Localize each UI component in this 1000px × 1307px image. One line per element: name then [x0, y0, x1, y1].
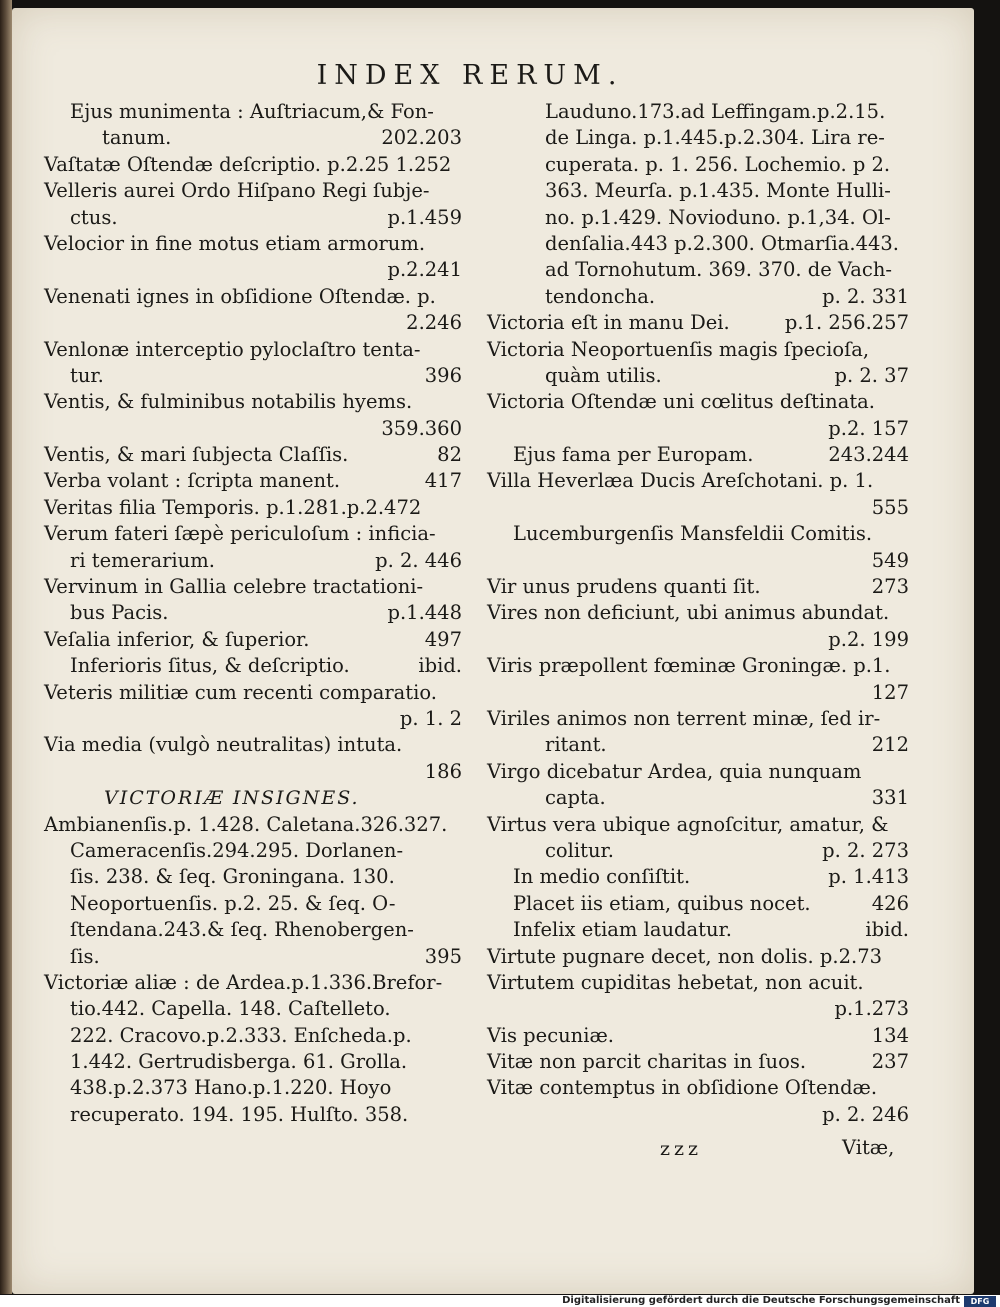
entry-text: Lucemburgenſis Mansfeldii Comitis.	[513, 522, 873, 546]
page-reference: p.1. 256.257	[784, 311, 909, 335]
entry-text: 363. Meurſa. p.1.435. Monte Hulli-	[545, 179, 891, 203]
entry-text: Verba volant : ſcripta manent.	[44, 469, 341, 493]
entry-text: colitur.	[545, 838, 614, 862]
entry-text: recuperato. 194. 195. Hulſto. 358.	[70, 1102, 409, 1126]
index-entry-line	[487, 680, 909, 706]
entry-text: Vitæ non parcit charitas in ſuos.	[487, 1050, 807, 1074]
index-entry-line	[44, 574, 462, 600]
page-reference: 212	[871, 733, 909, 757]
index-entry-line	[487, 231, 909, 257]
entry-text: Lauduno.173.ad Leffingam.p.2.15.	[545, 100, 886, 123]
page-reference: p.1.448	[387, 601, 462, 625]
entry-text: tur.	[70, 363, 104, 387]
entry-text: Virgo dicebatur Ardea, quia nunquam	[487, 759, 862, 783]
index-entry-line	[487, 812, 909, 838]
page-reference: 555	[871, 495, 909, 519]
entry-text: Ejus munimenta : Auſtriacum,& Fon-	[70, 100, 434, 123]
index-entry-line	[487, 257, 909, 283]
entry-text: Ejus fama per Europam.	[513, 443, 754, 467]
entry-text: no. p.1.429. Novioduno. p.1,34. Ol-	[545, 205, 891, 229]
entry-text: Virtute pugnare decet, non dolis. p.2.73	[487, 944, 883, 968]
entry-text: tio.442. Capella. 148. Caſtelleto.	[70, 997, 391, 1021]
page-reference: 549	[871, 548, 909, 572]
page-reference: 497	[424, 627, 462, 651]
page-reference: 395	[424, 944, 462, 968]
entry-text: Verum fateri ſæpè periculoſum : inficia-	[44, 522, 436, 546]
entry-text: Viris præpollent fœminæ Groningæ. p.1.	[487, 654, 891, 678]
entry-text: VICTORIÆ INSIGNES.	[104, 787, 360, 810]
index-entry-line	[44, 1023, 462, 1049]
entry-text: ritant.	[545, 733, 607, 757]
entry-text: Vaſtatæ Oſtendæ deſcriptio. p.2.25 1.252	[44, 152, 452, 176]
index-entry-line	[44, 838, 462, 864]
index-entry-line	[487, 205, 909, 231]
page-reference: 243.244	[828, 443, 909, 467]
index-entry-line	[44, 284, 462, 310]
index-entry-line	[44, 257, 462, 283]
index-entry-line	[44, 1075, 462, 1101]
page-reference: p. 1.413	[828, 865, 909, 889]
page-reference: p.2.241	[387, 258, 462, 282]
index-entry-line	[44, 125, 462, 151]
signature-mark: zzz	[660, 1138, 703, 1160]
index-entry-line	[487, 495, 909, 521]
page-reference: p.1.273	[834, 997, 909, 1021]
page-reference: p. 2. 273	[822, 838, 909, 862]
index-entry-line	[487, 970, 909, 996]
index-entry-line	[44, 864, 462, 890]
index-entry-line	[487, 996, 909, 1022]
index-entry-line	[487, 732, 909, 758]
index-entry-line	[44, 468, 462, 494]
page-reference: 331	[871, 786, 909, 810]
entry-text: Viriles animos non terrent minæ, ſed ir-	[487, 706, 881, 730]
entry-text: de Linga. p.1.445.p.2.304. Lira re-	[545, 126, 885, 150]
page-reference: 359.360	[381, 416, 462, 440]
entry-text: ſis.	[70, 944, 100, 968]
entry-text: Victoria eſt in manu Dei.	[487, 311, 730, 335]
index-entry-line	[487, 653, 909, 679]
index-entry-line	[44, 812, 462, 838]
page-reference: 426	[871, 891, 909, 915]
index-entry-line	[487, 416, 909, 442]
index-entry-line	[44, 178, 462, 204]
index-entry-line	[487, 944, 909, 970]
entry-text: Via media (vulgò neutralitas) intuta.	[44, 733, 403, 757]
page-reference: 186	[424, 759, 462, 783]
entry-text: bus Pacis.	[70, 601, 169, 625]
entry-text: 222. Cracovo.p.2.333. Enſcheda.p.	[70, 1023, 412, 1047]
index-entry-line	[44, 653, 462, 679]
index-entry-line	[44, 1102, 462, 1128]
index-entry-line	[44, 416, 462, 442]
index-entry-line	[44, 152, 462, 178]
index-entry-line	[487, 337, 909, 363]
entry-text: Vires non deficiunt, ubi animus abundat.	[487, 601, 890, 625]
entry-text: Virtutem cupiditas hebetat, non acuit.	[487, 970, 864, 994]
index-entry-line	[487, 574, 909, 600]
page-reference: ibid.	[865, 918, 909, 942]
section-heading	[44, 785, 462, 811]
entry-text: Infelix etiam laudatur.	[513, 918, 732, 942]
entry-text: Victoriæ aliæ : de Ardea.p.1.336.Brefor-	[44, 970, 443, 994]
entry-text: ſis. 238. & ſeq. Groningana. 130.	[70, 865, 395, 889]
digitization-note: Digitalisierung gefördert durch die Deutsche Forschungsgemeinschaft	[562, 1295, 960, 1306]
entry-text: Venenati ignes in obſidione Oſtendæ. p.	[44, 284, 436, 308]
entry-text: Villa Heverlæa Ducis Areſchotani. p. 1.	[487, 469, 874, 493]
index-entry-line	[487, 310, 909, 336]
index-entry-line	[487, 1049, 909, 1075]
index-column-left	[44, 99, 462, 1128]
index-entry-line	[44, 1049, 462, 1075]
index-entry-line	[487, 1075, 909, 1101]
page-reference: p.2. 199	[828, 627, 909, 651]
index-entry-line	[487, 442, 909, 468]
index-entry-line	[44, 231, 462, 257]
entry-text: Placet iis etiam, quibus nocet.	[513, 891, 811, 915]
index-entry-line	[487, 1102, 909, 1128]
entry-text: tanum.	[102, 126, 172, 150]
page-reference: p. 2. 246	[822, 1102, 909, 1126]
index-entry-line	[487, 152, 909, 178]
index-entry-line	[44, 363, 462, 389]
entry-text: Velleris aurei Ordo Hiſpano Regi ſubje-	[44, 179, 430, 203]
entry-text: ri temerarium.	[70, 548, 215, 572]
entry-text: Venlonæ interceptio pyloclaſtro tenta-	[44, 337, 421, 361]
index-entry-line	[44, 917, 462, 943]
entry-text: Cameracenſis.294.295. Dorlanen-	[70, 838, 404, 862]
page-reference: p. 2. 446	[375, 548, 462, 572]
index-entry-line	[487, 600, 909, 626]
entry-text: Vir unus prudens quanti ſit.	[487, 575, 761, 599]
index-entry-line	[44, 337, 462, 363]
entry-text: Vitæ contemptus in obſidione Oſtendæ.	[487, 1076, 878, 1100]
index-entry-line	[44, 521, 462, 547]
index-entry-line	[487, 468, 909, 494]
page-reference: 273	[871, 575, 909, 599]
index-entry-line	[44, 891, 462, 917]
entry-text: Virtus vera ubique agnoſcitur, amatur, &	[487, 812, 889, 836]
entry-text: Ambianenſis.p. 1.428. Caletana.326.327.	[44, 812, 448, 836]
index-entry-line	[44, 495, 462, 521]
index-entry-line	[44, 99, 462, 125]
page-reference: p. 1. 2	[399, 706, 462, 730]
page-reference: 82	[437, 443, 462, 467]
page-reference: p. 2. 37	[834, 363, 909, 387]
index-entry-line	[44, 600, 462, 626]
book-spine-edge	[0, 0, 12, 1294]
entry-text: ad Tornohutum. 369. 370. de Vach-	[545, 258, 893, 282]
entry-text: In medio conſiſtit.	[513, 865, 691, 889]
entry-text: Ventis, & fulminibus notabilis hyems.	[44, 390, 413, 414]
entry-text: Veteris militiæ cum recenti comparatio.	[44, 680, 437, 704]
page-reference: 202.203	[381, 126, 462, 150]
index-entry-line	[44, 310, 462, 336]
catchword: Vitæ,	[842, 1136, 895, 1159]
index-entry-line	[487, 838, 909, 864]
index-entry-line	[44, 706, 462, 732]
entry-text: Vis pecuniæ.	[487, 1023, 615, 1047]
entry-text: Inferioris ſitus, & deſcriptio.	[70, 654, 350, 678]
running-header: INDEX RERUM.	[316, 60, 624, 91]
index-entry-line	[44, 442, 462, 468]
entry-text: Victoria Neoportuenſis magis ſpecioſa,	[487, 337, 870, 361]
index-entry-line	[487, 99, 909, 125]
index-entry-line	[44, 732, 462, 758]
index-entry-line	[487, 759, 909, 785]
index-entry-line	[44, 627, 462, 653]
page-reference: 417	[424, 469, 462, 493]
entry-text: capta.	[545, 786, 606, 810]
index-entry-line	[487, 178, 909, 204]
entry-text: cuperata. p. 1. 256. Lochemio. p 2.	[545, 152, 891, 176]
entry-text: Veritas filia Temporis. p.1.281.p.2.472	[44, 495, 422, 519]
index-entry-line	[487, 706, 909, 732]
index-entry-line	[487, 125, 909, 151]
dfg-logo: DFG	[964, 1296, 996, 1307]
entry-text: ctus.	[70, 205, 118, 229]
entry-text: Velocior in fine motus etiam armorum.	[44, 231, 426, 255]
index-column-right	[487, 99, 909, 1128]
index-entry-line	[487, 917, 909, 943]
page-reference: 237	[871, 1050, 909, 1074]
index-entry-line	[44, 680, 462, 706]
entry-text: Victoria Oſtendæ uni cœlitus deſtinata.	[487, 390, 875, 414]
index-entry-line	[44, 970, 462, 996]
page-reference: 396	[424, 363, 462, 387]
index-entry-line	[44, 759, 462, 785]
index-entry-line	[44, 389, 462, 415]
entry-text: ſtendana.243.& ſeq. Rhenobergen-	[70, 918, 414, 942]
page-reference: ibid.	[418, 654, 462, 678]
index-entry-line	[487, 785, 909, 811]
index-entry-line	[487, 1023, 909, 1049]
index-entry-line	[44, 996, 462, 1022]
entry-text: quàm utilis.	[545, 363, 662, 387]
index-entry-line	[487, 627, 909, 653]
index-entry-line	[44, 944, 462, 970]
page-reference: 127	[871, 680, 909, 704]
index-entry-line	[44, 205, 462, 231]
entry-text: denſalia.443 p.2.300. Otmarſia.443.	[545, 231, 899, 255]
entry-text: 438.p.2.373 Hano.p.1.220. Hoyo	[70, 1076, 392, 1100]
entry-text: Ventis, & mari ſubjecta Claſſis.	[44, 443, 349, 467]
page-reference: 134	[871, 1023, 909, 1047]
index-entry-line	[487, 389, 909, 415]
index-entry-line	[487, 891, 909, 917]
entry-text: Vervinum in Gallia celebre tractationi-	[44, 575, 424, 599]
entry-text: tendoncha.	[545, 284, 656, 308]
index-entry-line	[487, 548, 909, 574]
index-entry-line	[487, 521, 909, 547]
page-reference: 2.246	[406, 311, 462, 335]
entry-text: Veſalia inferior, & ſuperior.	[44, 627, 310, 651]
index-entry-line	[487, 363, 909, 389]
entry-text: Neoportuenſis. p.2. 25. & ſeq. O-	[70, 891, 396, 915]
index-entry-line	[487, 864, 909, 890]
page-reference: p.2. 157	[828, 416, 909, 440]
page-reference: p. 2. 331	[822, 284, 909, 308]
entry-text: 1.442. Gertrudisberga. 61. Grolla.	[70, 1050, 408, 1074]
page-reference: p.1.459	[387, 205, 462, 229]
index-entry-line	[487, 284, 909, 310]
index-entry-line	[44, 548, 462, 574]
